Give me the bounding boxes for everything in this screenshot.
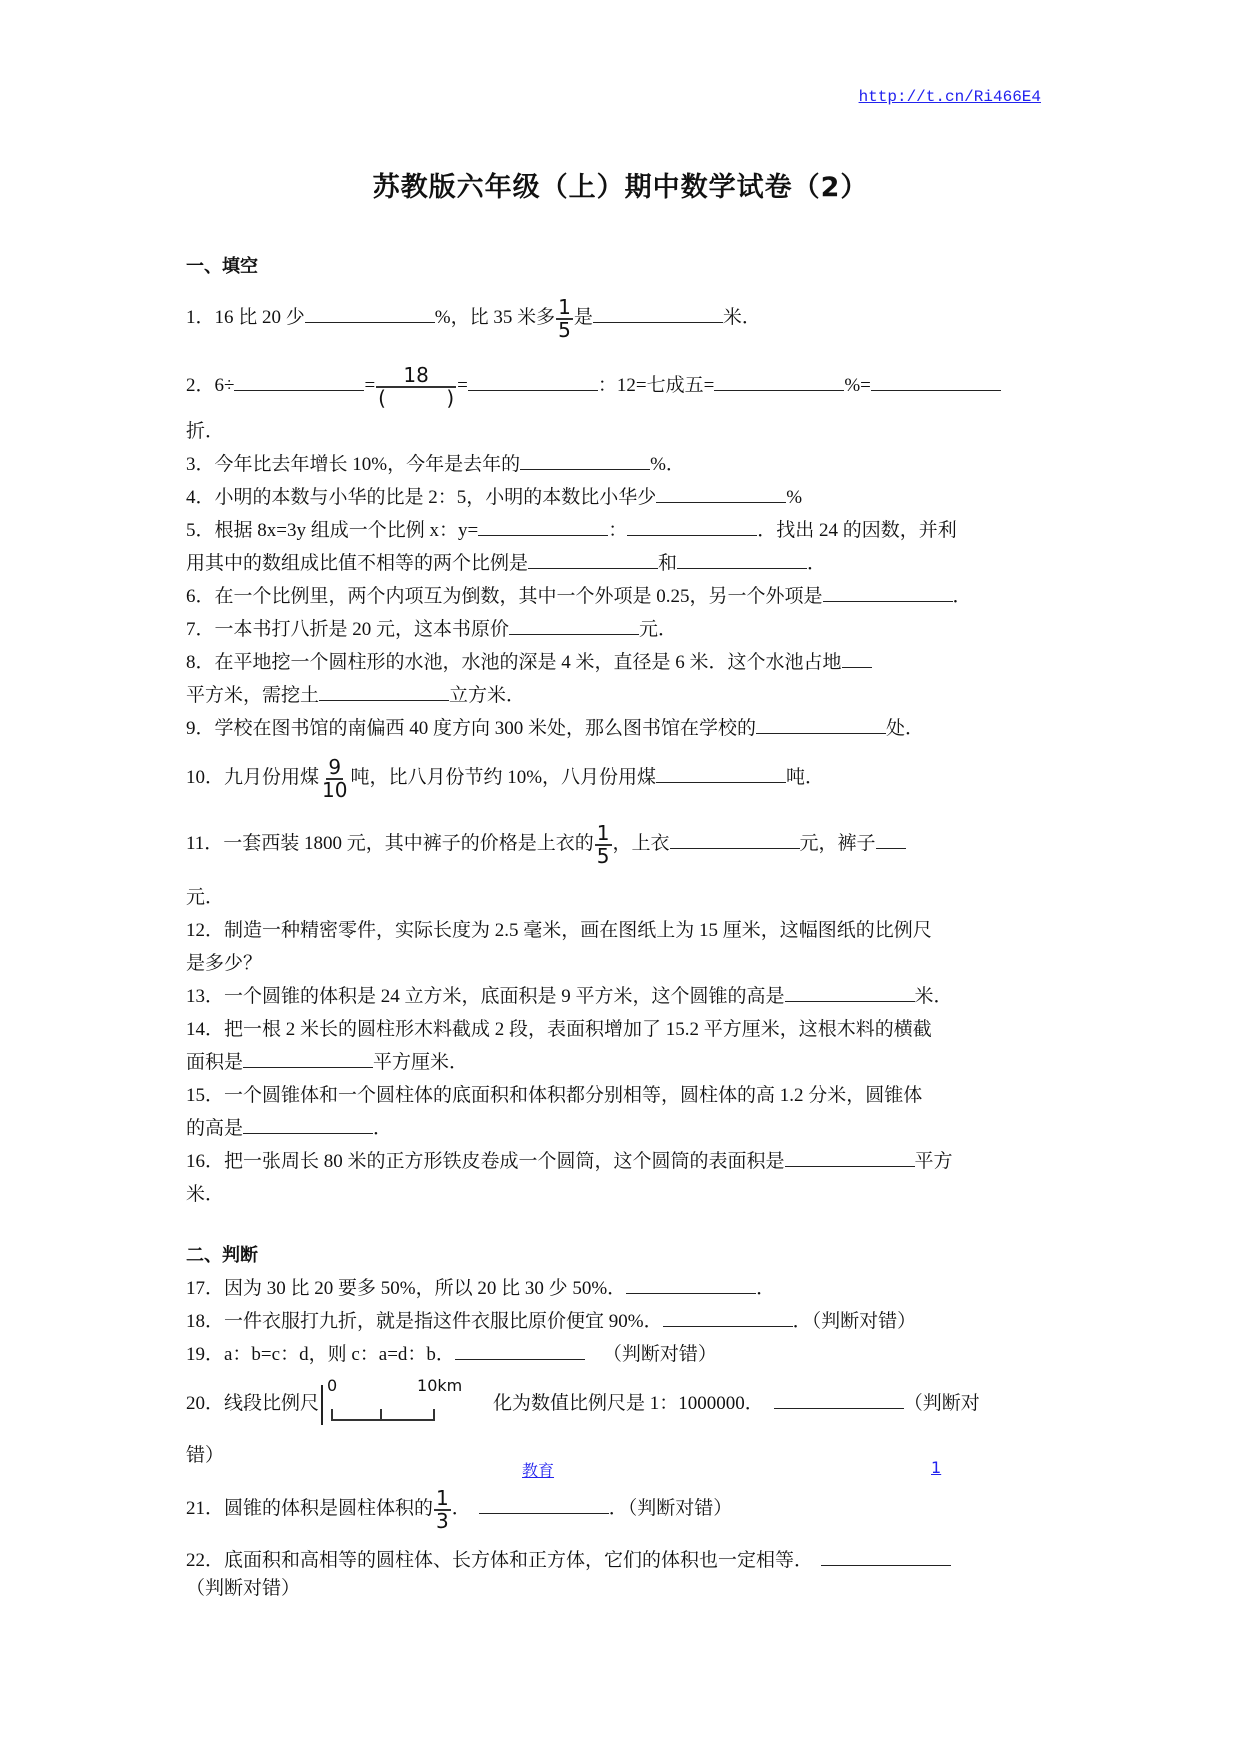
line-segment-scale-ruler (321, 1375, 463, 1425)
q6-text-b: ． (952, 586, 972, 607)
question-13 (186, 980, 1056, 1013)
answer-blank[interactable] (243, 1066, 373, 1068)
answer-blank[interactable] (509, 633, 639, 635)
q1-text-d: 米． (722, 307, 761, 328)
fraction-18-blank (376, 362, 456, 410)
q1-text-a: 1．16 比 20 少 (186, 307, 305, 328)
answer-blank[interactable] (656, 781, 786, 783)
scale-left-bar (321, 1385, 323, 1425)
fraction-1-3 (434, 1485, 451, 1533)
q18-text-a: 18．一件衣服打九折，就是指这件衣服比原价便宜 90%． (186, 1311, 663, 1332)
answer-blank[interactable] (520, 468, 650, 470)
q17-text-b: ． (756, 1278, 776, 1299)
scale-start-label: 0 (327, 1375, 338, 1395)
question-5 (186, 514, 1056, 547)
question-8-continued (186, 679, 1056, 712)
section-heading-fill-in: 一、填空 (186, 256, 258, 277)
q17-text-a: 17．因为 30 比 20 要多 50%，所以 20 比 30 少 50%． (186, 1278, 627, 1299)
question-8 (186, 646, 1056, 679)
q1-text-b: %，比 35 米多 (434, 307, 556, 328)
q15-text-a: 15．一个圆锥体和一个圆柱体的底面积和体积都分别相等，圆柱体的高 1.2 分米，圆锥体 (186, 1085, 923, 1106)
q12-text-b: 是多少？ (186, 953, 263, 974)
fraction-1-5 (556, 294, 573, 342)
answer-blank[interactable] (626, 1292, 756, 1294)
answer-blank[interactable] (785, 1000, 915, 1002)
q1-text-c: 是 (573, 307, 593, 328)
scale-end-label: 10km (417, 1375, 463, 1395)
q16-text-b: 平方 (914, 1151, 953, 1172)
q18-text-b: ．（判断对错） (792, 1311, 917, 1332)
answer-blank[interactable] (823, 600, 953, 602)
fraction-denominator: 3 (436, 1508, 449, 1533)
answer-blank[interactable] (455, 1358, 585, 1360)
q22-text-b: （判断对错） (186, 1578, 301, 1599)
paren-left: ( (378, 385, 386, 410)
question-16-continued (186, 1178, 1056, 1211)
fraction-1-5 (595, 820, 612, 868)
q3-text-a: 3．今年比去年增长 10%，今年是去年的 (186, 454, 521, 475)
answer-blank[interactable] (528, 567, 658, 569)
page-title: 苏教版六年级（上）期中数学试卷（2） (372, 172, 869, 203)
q14-text-c: 平方厘米． (373, 1052, 469, 1073)
question-16 (186, 1145, 1056, 1178)
question-15 (186, 1079, 1056, 1112)
question-7 (186, 613, 1056, 646)
fraction-9-10 (320, 754, 349, 802)
question-15-continued (186, 1112, 1056, 1145)
exam-content (186, 250, 1056, 1601)
fraction-numerator: 1 (558, 294, 571, 319)
fraction-denominator (376, 385, 456, 410)
q15-text-b: 的高是 (186, 1118, 244, 1139)
question-19 (186, 1338, 1056, 1371)
fraction-denominator: 5 (596, 843, 610, 868)
q21-text-b: ． (451, 1498, 471, 1519)
question-5-continued (186, 547, 1056, 580)
section-heading-true-false: 二、判断 (186, 1245, 258, 1266)
q21-text-a: 21．圆锥的体积是圆柱体积的 (186, 1498, 434, 1519)
q11-text-c: 元，裤子 (799, 833, 876, 854)
answer-blank[interactable] (842, 666, 872, 668)
q2-text-a: 2．6÷ (186, 375, 235, 396)
q12-text-a: 12．制造一种精密零件，实际长度为 2.5 毫米，画在图纸上为 15 厘米，这幅图纸的比例尺 (186, 920, 932, 941)
q2-text-f: 折． (186, 421, 225, 442)
q5-text-c: ．找出 24 的因数，并利 (757, 520, 957, 541)
q7-text-b: 元． (639, 619, 678, 640)
header-url-link[interactable]: http://t.cn/Ri466E4 (858, 88, 1041, 106)
question-14-continued (186, 1046, 1056, 1079)
q11-text-a: 11．一套西装 1800 元，其中裤子的价格是上衣的 (186, 833, 594, 854)
question-11 (186, 815, 1056, 873)
q16-text-a: 16．把一张周长 80 米的正方形铁皮卷成一个圆筒，这个圆筒的表面积是 (186, 1151, 785, 1172)
answer-blank[interactable] (627, 534, 757, 536)
answer-blank[interactable] (663, 1325, 793, 1327)
answer-blank[interactable] (468, 389, 598, 391)
q10-text-c: 吨． (786, 767, 825, 788)
q5-text-f: ． (807, 553, 827, 574)
q9-text-b: 处． (886, 718, 925, 739)
answer-blank[interactable] (243, 1132, 373, 1134)
question-2-continued (186, 415, 1056, 448)
answer-blank[interactable] (479, 1512, 609, 1514)
q5-text-d: 用其中的数组成比值不相等的两个比例是 (186, 553, 529, 574)
question-9 (186, 712, 1056, 745)
q16-text-c: 米． (186, 1184, 225, 1205)
q3-text-b: %． (650, 454, 685, 475)
question-10 (186, 749, 1056, 807)
q11-text-b: ，上衣 (612, 833, 670, 854)
q10-text-a: 10．九月份用煤 (186, 767, 320, 788)
question-12-continued (186, 947, 1056, 980)
answer-blank[interactable] (821, 1564, 951, 1566)
fraction-denominator: 5 (558, 317, 571, 342)
answer-blank[interactable] (305, 321, 435, 323)
q19-text-a: 19．a：b=c：d，则 c：a=d：b． (186, 1344, 455, 1365)
fraction-numerator: 1 (596, 820, 610, 845)
q20-text-b: 化为数值比例尺是 1：1000000． (493, 1393, 764, 1414)
q5-text-a: 5．根据 8x=3y 组成一个比例 x：y= (186, 520, 479, 541)
fraction-denominator: 10 (322, 777, 348, 802)
q20-text-c: （判断对 (903, 1393, 980, 1414)
q10-text-b: 吨，比八月份节约 10%，八月份用煤 (350, 767, 657, 788)
q13-text-b: 米． (914, 986, 953, 1007)
q20-text-a: 20．线段比例尺 (186, 1393, 320, 1414)
page-number-link[interactable]: 1 (931, 1458, 942, 1477)
answer-blank[interactable] (714, 389, 844, 391)
q6-text-a: 6．在一个比例里，两个内项互为倒数，其中一个外项是 0.25，另一个外项是 (186, 586, 823, 607)
answer-blank[interactable] (876, 847, 906, 849)
q8-text-c: 立方米． (449, 685, 526, 706)
fraction-numerator: 1 (436, 1485, 449, 1510)
question-20-continued (186, 1439, 1056, 1472)
answer-blank[interactable] (774, 1407, 904, 1409)
q4-text-b: % (786, 487, 803, 508)
q14-text-b: 面积是 (186, 1052, 244, 1073)
question-3 (186, 448, 1056, 481)
scale-ruler-segment (331, 1409, 435, 1421)
question-18 (186, 1305, 1056, 1338)
q21-text-c: ．（判断对错） (608, 1498, 733, 1519)
question-22-continued (186, 1577, 1056, 1601)
q4-text-a: 4．小明的本数与小华的比是 2：5，小明的本数比小华少 (186, 487, 657, 508)
answer-blank[interactable] (234, 389, 364, 391)
question-22 (186, 1544, 1056, 1577)
answer-blank[interactable] (670, 847, 800, 849)
question-1 (186, 289, 1056, 347)
answer-blank[interactable] (677, 567, 807, 569)
answer-blank[interactable] (756, 732, 886, 734)
answer-blank[interactable] (593, 321, 723, 323)
q11-text-d: 元． (186, 887, 225, 908)
answer-blank[interactable] (478, 534, 608, 536)
q7-text-a: 7．一本书打八折是 20 元，这本书原价 (186, 619, 510, 640)
q9-text-a: 9．学校在图书馆的南偏西 40 度方向 300 米处，那么图书馆在学校的 (186, 718, 757, 739)
question-2 (186, 357, 1056, 415)
q22-text-a: 22．底面积和高相等的圆柱体、长方体和正方体，它们的体积也一定相等． (186, 1550, 814, 1571)
question-17 (186, 1272, 1056, 1305)
q2-text-b: = (364, 375, 376, 396)
question-4 (186, 481, 1056, 514)
q20-text-d: 错） (186, 1445, 225, 1466)
q13-text-a: 13．一个圆锥的体积是 24 立方米，底面积是 9 平方米，这个圆锥的高是 (186, 986, 785, 1007)
paren-right: ) (446, 385, 455, 410)
q19-text-b: （判断对错） (602, 1344, 717, 1365)
question-12 (186, 914, 1056, 947)
q15-text-c: ． (373, 1118, 393, 1139)
answer-blank[interactable] (871, 389, 1001, 391)
answer-blank[interactable] (785, 1165, 915, 1167)
fraction-numerator: 9 (328, 754, 342, 779)
q2-text-e: %= (844, 375, 871, 396)
q8-text-b: 平方米，需挖土 (186, 685, 320, 706)
q2-text-d: ：12=七成五= (597, 375, 715, 396)
scale-mid-tick (380, 1409, 382, 1419)
q8-text-a: 8．在平地挖一个圆柱形的水池，水池的深是 4 米，直径是 6 米．这个水池占地 (186, 652, 842, 673)
question-14 (186, 1013, 1056, 1046)
question-21 (186, 1480, 1056, 1538)
q5-text-e: 和 (658, 553, 678, 574)
question-11-continued (186, 881, 1056, 914)
q5-text-b: ： (608, 520, 628, 541)
q14-text-a: 14．把一根 2 米长的圆柱形木料截成 2 段，表面积增加了 15.2 平方厘米，这根木料的横截 (186, 1019, 932, 1040)
answer-blank[interactable] (319, 699, 449, 701)
question-20 (186, 1375, 1056, 1433)
answer-blank[interactable] (656, 501, 786, 503)
question-6 (186, 580, 1056, 613)
q2-text-c: = (457, 375, 468, 396)
fraction-numerator: 18 (376, 365, 456, 388)
footer-education-link[interactable]: 教育 (522, 1461, 555, 1480)
